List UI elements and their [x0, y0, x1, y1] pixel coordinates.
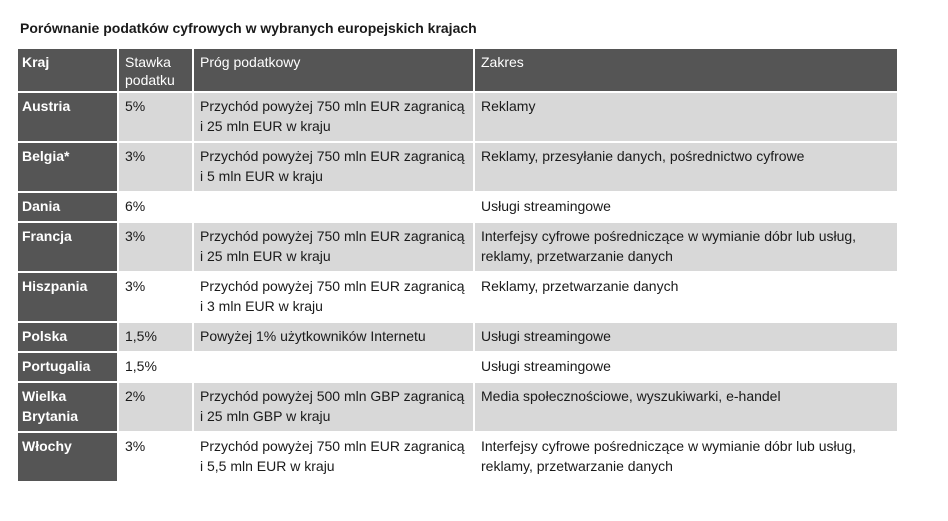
country-cell: Hiszpania [18, 272, 118, 322]
table-title: Porównanie podatków cyfrowych w wybranych europejskich krajach [20, 20, 477, 36]
threshold-cell: Powyżej 1% użytkowników Internetu [193, 322, 474, 352]
scope-cell: Usługi streamingowe [474, 322, 897, 352]
scope-cell: Usługi streamingowe [474, 192, 897, 222]
country-cell: Portugalia [18, 352, 118, 382]
table-row [18, 192, 897, 222]
table-row [18, 222, 897, 272]
scope-cell: Reklamy, przetwarzanie danych [474, 272, 897, 322]
header-rate [118, 49, 193, 92]
country-cell: Wielka Brytania [18, 382, 118, 432]
threshold-cell [193, 352, 474, 382]
header-threshold: Próg podatkowy [193, 49, 474, 92]
threshold-cell: Przychód powyżej 750 mln EUR zagranicą i 5,5 mln EUR w kraju [193, 432, 474, 481]
rate-cell: 1,5% [118, 322, 193, 352]
table-row [18, 92, 897, 142]
header-rate-line2: podatku [125, 72, 175, 88]
scope-cell: Interfejsy cyfrowe pośredniczące w wymianie dóbr lub usług, reklamy, przetwarzanie danych [474, 432, 897, 481]
scope-cell: Reklamy, przesyłanie danych, pośrednictwo cyfrowe [474, 142, 897, 192]
scope-cell: Interfejsy cyfrowe pośredniczące w wymianie dóbr lub usług, reklamy, przetwarzanie danych [474, 222, 897, 272]
header-rate-line1: Stawka [125, 54, 171, 70]
table-row [18, 432, 897, 481]
country-cell: Polska [18, 322, 118, 352]
header-scope: Zakres [474, 49, 897, 92]
threshold-cell [193, 192, 474, 222]
scope-cell: Media społecznościowe, wyszukiwarki, e-handel [474, 382, 897, 432]
rate-cell: 3% [118, 222, 193, 272]
header-country: Kraj [18, 49, 118, 92]
threshold-cell: Przychód powyżej 750 mln EUR zagranicą i 5 mln EUR w kraju [193, 142, 474, 192]
header-row [18, 49, 897, 92]
country-cell: Austria [18, 92, 118, 142]
table-row [18, 322, 897, 352]
scope-cell: Usługi streamingowe [474, 352, 897, 382]
rate-cell: 6% [118, 192, 193, 222]
rate-cell: 2% [118, 382, 193, 432]
rate-cell: 3% [118, 432, 193, 481]
rate-cell: 5% [118, 92, 193, 142]
threshold-cell: Przychód powyżej 750 mln EUR zagranicą i 25 mln EUR w kraju [193, 222, 474, 272]
threshold-cell: Przychód powyżej 750 mln EUR zagranicą i 25 mln EUR w kraju [193, 92, 474, 142]
country-cell: Belgia* [18, 142, 118, 192]
table-row [18, 382, 897, 432]
table-row [18, 142, 897, 192]
country-cell: Francja [18, 222, 118, 272]
threshold-cell: Przychód powyżej 750 mln EUR zagranicą i 3 mln EUR w kraju [193, 272, 474, 322]
table-row [18, 352, 897, 382]
rate-cell: 1,5% [118, 352, 193, 382]
scope-cell: Reklamy [474, 92, 897, 142]
digital-tax-table [18, 49, 897, 481]
table-row [18, 272, 897, 322]
country-cell: Dania [18, 192, 118, 222]
rate-cell: 3% [118, 142, 193, 192]
country-cell: Włochy [18, 432, 118, 481]
threshold-cell: Przychód powyżej 500 mln GBP zagranicą i 25 mln GBP w kraju [193, 382, 474, 432]
rate-cell: 3% [118, 272, 193, 322]
